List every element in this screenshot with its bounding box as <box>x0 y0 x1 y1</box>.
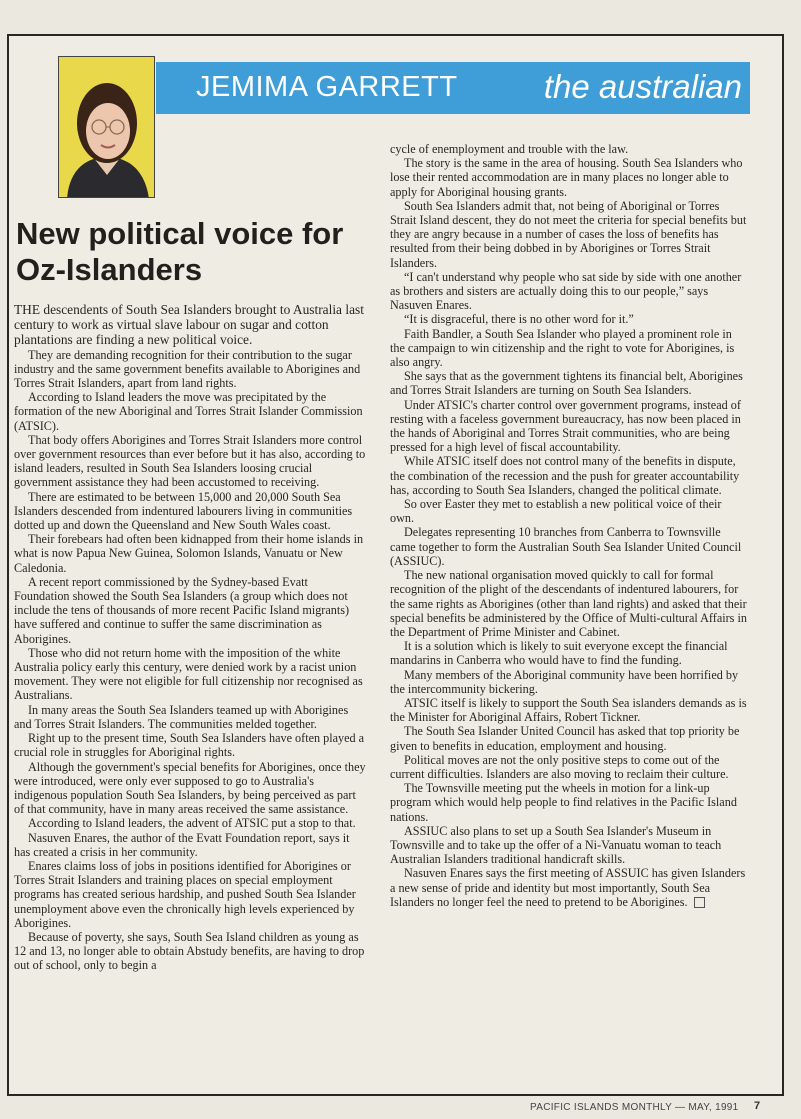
paragraph: A recent report commissioned by the Sydney-based Evatt Foundation showed the South Sea Islanders (a group which does not include the tens of thousands of more recent Pacific Island migrants) have suffered and continue to suffer the same discrimination as Aborigines. <box>14 574 350 646</box>
paragraph: “I can't understand why people who sat side by side with one another as brothers and sisters are actually doing this to our people,” says Nasuven Enares. <box>390 269 742 313</box>
paragraph: While ATSIC itself does not control many of the benefits in dispute, the combination of the recession and the push for greater accountability has, according to South Sea Islanders, changed the political climate. <box>390 454 740 497</box>
article-headline: New political voice for Oz-Islanders <box>16 216 344 287</box>
paragraph: The Townsville meeting put the wheels in motion for a link-up program which would help people to find relatives in the Pacific Island nations. <box>390 781 737 824</box>
paragraph: Enares claims loss of jobs in positions identified for Aborigines or Torres Strait Islanders and training places on special employment programs has created serious hardship, and pushed South Sea Islander unemployment above even the chronically high levels experienced by Aborigines. <box>14 858 356 930</box>
paragraph: ATSIC itself is likely to support the South Sea islanders demands as is the Minister for Aboriginal Affairs, Robert Tickner. <box>390 695 747 725</box>
paragraph: Faith Bandler, a South Sea Islander who played a prominent role in the campaign to win citizenship and the right to vote for Aborigines, is also angry. <box>390 326 735 370</box>
paragraph: They are demanding recognition for their contribution to the sugar industry and the same government benefits available to Aborigines and Torres Strait Islanders, apart from land rights. <box>14 347 361 391</box>
publication-name: the australian <box>543 68 742 105</box>
paragraph: Because of poverty, she says, South Sea Island children as young as 12 and 13, no longer able to obtain Abstudy benefits, are having to drop out of school, only to begin a <box>14 929 365 973</box>
page-footer: PACIFIC ISLANDS MONTHLY — MAY, 1991 <box>530 1102 739 1113</box>
paragraph: Those who did not return home with the imposition of the white Australia policy early this century, were denied work by a racist union movement. They were not eligible for full citizenship nor recognised as Australians. <box>14 645 363 703</box>
paragraph: According to Island leaders, the advent of ATSIC put a stop to that. <box>28 816 356 831</box>
paragraph: Their forebears had often been kidnapped from their home islands in what is now Papua New Guinea, Solomon Islands, Vanuatu or New Caledonia. <box>14 532 364 575</box>
paragraph: She says that as the government tightens its financial belt, Aborigines and Torres Strait Islanders are turning on South Sea Islanders. <box>390 369 743 398</box>
paragraph: THE descendents of South Sea Islanders brought to Australia last century to work as virtual slave labour on sugar and cotton plantations are finding a new political voice. <box>14 302 364 348</box>
closing-paragraph <box>390 866 748 909</box>
paragraph-text: Nasuven Enares says the first meeting of ASSUIC has given Islanders a new sense of pride and identity but most importantly, South Sea Islanders no longer feel the need to pretend to be Aborigines. <box>390 866 746 909</box>
paragraph: According to Island leaders the move was precipitated by the formation of the new Aboriginal and Torres Strait Islander Commission (ATSIC). <box>14 390 363 433</box>
paragraph: “It is disgraceful, there is no other word for it.” <box>404 312 634 327</box>
paragraph: Nasuven Enares, the author of the Evatt Foundation report, says it has created a crisis in her community. <box>14 830 350 859</box>
paragraph: cycle of enemployment and trouble with the law. <box>390 142 629 156</box>
paragraph: South Sea Islanders admit that, not being of Aboriginal or Torres Strait Island descent, they do not meet the criteria for special benefits but they are angry because in a number of cases the loss of benefits has resulted from their being dobbed in by Aborigines or Torres Strait Islanders. <box>390 198 747 270</box>
paragraph: Many members of the Aboriginal community have been horrified by the intercommunity bickering. <box>390 667 739 696</box>
paragraph: That body offers Aborigines and Torres Strait Islanders more control over government resources than ever before but it has also, according to island leaders, resulted in South Sea Islanders loosing crucial government assistance they had been accustomed to receiving. <box>14 432 366 490</box>
paragraph: ASSIUC also plans to set up a South Sea Islander's Museum in Townsville and to take up the offer of a Ni-Vanuatu woman to teach Australian Islanders traditional handicraft skills. <box>390 823 722 867</box>
page-number: 7 <box>754 1100 761 1112</box>
paragraph: Delegates representing 10 branches from Canberra to Townsville came together to form the Australian South Sea Islander United Council (ASSIUC). <box>390 525 742 568</box>
byline-banner <box>156 62 750 114</box>
paragraph: The story is the same in the area of housing. South Sea Islanders who lose their rented accommodation are in many places no longer able to apply for Aboriginal housing grants. <box>390 156 743 199</box>
paragraph: Although the government's special benefits for Aborigines, once they were introduced, were only ever supposed to go to Australia's indigenous population South Sea Islanders, by being perceived as part of that community, have in many areas received the same assistance. <box>14 759 366 817</box>
paragraph: So over Easter they met to establish a new political voice of their own. <box>390 497 722 526</box>
paragraph: The new national organisation moved quickly to call for formal recognition of the plight of the descendants of indentured labourers, for the same rights as Aborigines (other than land rights) and asked that their special benefits be administered by the Office of Multi-cultural Affairs in the Department of Prime Minister and Cabinet. <box>390 568 747 639</box>
author-name: JEMIMA GARRETT <box>196 71 458 103</box>
paragraph: Right up to the present time, South Sea Islanders have often played a crucial role in struggles for Aboriginal rights. <box>14 731 365 760</box>
paragraph: Political moves are not the only positive steps to come out of the current difficulties. Islanders are also moving to reclaim their culture. <box>390 752 729 781</box>
paragraph: In many areas the South Sea Islanders teamed up with Aborigines and Torres Strait Islanders. The communities melded together. <box>14 702 349 731</box>
left-column <box>14 302 366 973</box>
right-column <box>390 142 748 909</box>
author-portrait-image <box>59 57 155 198</box>
author-photo <box>58 56 155 198</box>
end-mark-icon <box>694 897 705 908</box>
paragraph: Under ATSIC's charter control over government programs, instead of resting with a faceless government bureaucracy, has now been placed in the hands of Aboriginal and Torres Strait communities, who are being pressed for a high level of fiscal accountability. <box>390 397 741 455</box>
paragraph: The South Sea Islander United Council has asked that top priority be given to benefits in education, employment and housing. <box>390 724 740 753</box>
paragraph: There are estimated to be between 15,000 and 20,000 South Sea Islanders descended from indentured labourers living in communities dotted up and down the Queensland and New South Wales coast. <box>14 489 353 533</box>
paragraph: It is a solution which is likely to suit everyone except the financial mandarins in Canberra who would have to find the funding. <box>390 639 728 668</box>
